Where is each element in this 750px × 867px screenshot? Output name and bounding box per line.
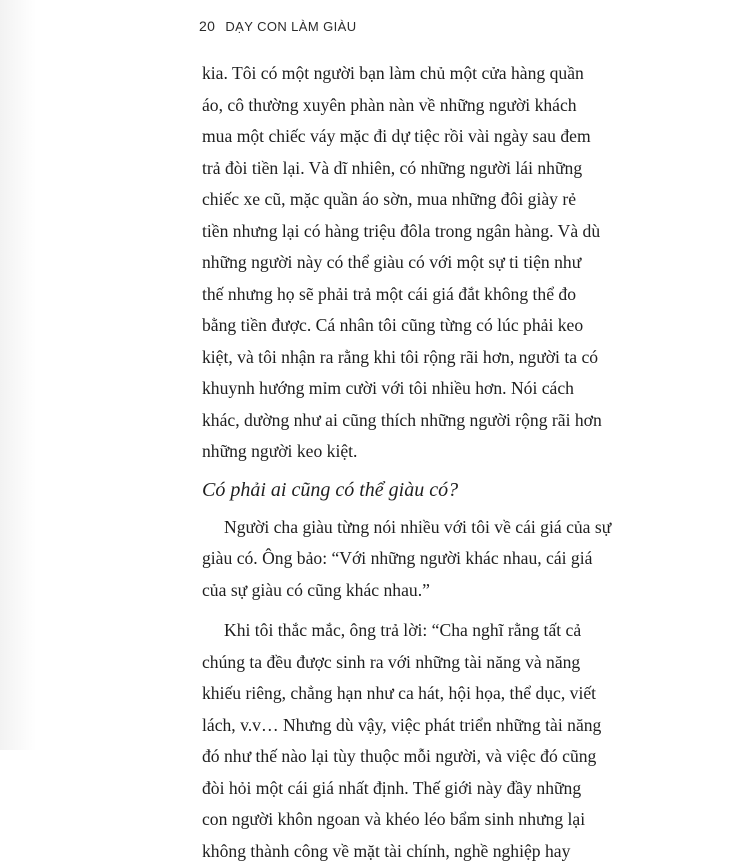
text-line: thế nhưng họ sẽ phải trả một cái giá đắt không thể đo <box>202 279 564 311</box>
text-line: kiệt, và tôi nhận ra rằng khi tôi rộng rãi hơn, người ta có <box>202 342 564 374</box>
text-line: không thành công về mặt tài chính, nghề nghiệp hay <box>202 836 564 867</box>
paragraph-3 <box>202 615 564 867</box>
text-line: chúng ta đều được sinh ra với những tài năng và năng <box>202 647 564 679</box>
text-line: Khi tôi thắc mắc, ông trả lời: “Cha nghĩ rằng tất cả <box>202 615 564 647</box>
text-line: những người này có thể giàu có với một sự ti tiện như <box>202 247 564 279</box>
text-line: đó như thế nào lại tùy thuộc mỗi người, và việc đó cũng <box>202 741 564 773</box>
text-line: khuynh hướng mỉm cười với tôi nhiều hơn. Nói cách <box>202 373 564 405</box>
paragraph-1 <box>202 58 564 468</box>
page-number: 20 <box>199 18 215 34</box>
text-line: tiền nhưng lại có hàng triệu đôla trong ngân hàng. Và dù <box>202 216 564 248</box>
body-text <box>202 58 564 867</box>
text-line: áo, cô thường xuyên phàn nàn về những người khách <box>202 90 564 122</box>
text-line: khác, dường như ai cũng thích những người rộng rãi hơn <box>202 405 564 437</box>
text-line: bằng tiền được. Cá nhân tôi cũng từng có lúc phải keo <box>202 310 564 342</box>
running-title: DẠY CON LÀM GIÀU <box>225 19 356 34</box>
text-line: những người keo kiệt. <box>202 436 564 468</box>
page-spine-shadow <box>0 0 36 750</box>
section-heading: Có phải ai cũng có thể giàu có? <box>202 468 564 512</box>
text-line: trả đòi tiền lại. Và dĩ nhiên, có những người lái những <box>202 153 564 185</box>
paragraph-gap <box>202 606 564 615</box>
text-line: đòi hỏi một cái giá nhất định. Thế giới này đầy những <box>202 773 564 805</box>
text-line: mua một chiếc váy mặc đi dự tiệc rồi vài ngày sau đem <box>202 121 564 153</box>
text-line: Người cha giàu từng nói nhiều với tôi về cái giá của sự <box>202 512 564 544</box>
running-header <box>199 18 357 34</box>
text-line: chiếc xe cũ, mặc quần áo sờn, mua những đôi giày rẻ <box>202 184 564 216</box>
text-line: kia. Tôi có một người bạn làm chủ một cửa hàng quần <box>202 58 564 90</box>
text-line: của sự giàu có cũng khác nhau.” <box>202 575 564 607</box>
text-line: lách, v.v… Nhưng dù vậy, việc phát triển những tài năng <box>202 710 564 742</box>
text-line: con người khôn ngoan và khéo léo bẩm sinh nhưng lại <box>202 804 564 836</box>
paragraph-2 <box>202 512 564 607</box>
text-line: giàu có. Ông bảo: “Với những người khác nhau, cái giá <box>202 543 564 575</box>
text-line: khiếu riêng, chẳng hạn như ca hát, hội họa, thể dục, viết <box>202 678 564 710</box>
